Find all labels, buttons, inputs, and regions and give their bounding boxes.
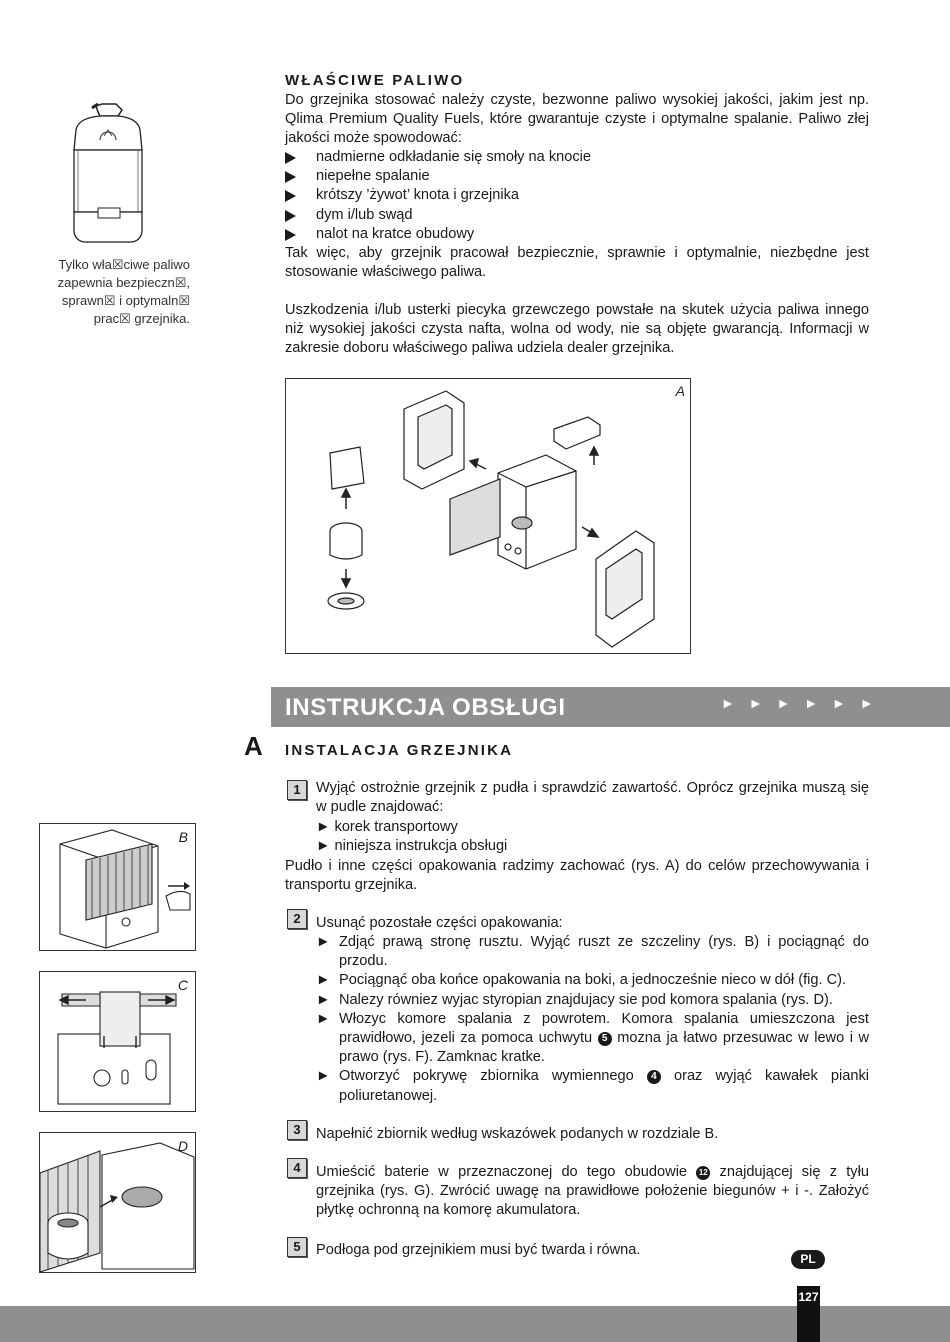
step-1-after: Pudło i inne części opakowania radzimy zachować (rys. A) do celów przechowywania i transportu grzejnika. [285, 858, 869, 894]
step-2-text: Usunąć pozostałe części opakowania: [316, 915, 563, 931]
step-1-text: Wyjąć ostrożnie grzejnik z pudła i sprawdzić zawartość. Oprócz grzejnika muszą się w pudle znajdować: [316, 780, 869, 816]
figure-d [39, 1132, 196, 1273]
language-code: PL [800, 1252, 816, 1266]
list-item: ► Zdjąć prawą stronę rusztu. Wyjąć ruszt ze szczeliny (rys. B) i pociągnąć do przodu. [316, 933, 869, 971]
bullet-arrow-icon: ► [316, 1010, 331, 1027]
part-number-badge: 5 [598, 1032, 612, 1046]
figure-b-label: B [178, 829, 188, 845]
bullet-arrow-icon: ► [316, 934, 331, 950]
bullet-arrow-icon [285, 171, 296, 183]
step-number-4: 4 [287, 1158, 307, 1178]
figure-c [39, 971, 196, 1112]
section-banner [271, 687, 950, 727]
figure-a [285, 378, 691, 654]
step-1-item: ► niniejsza instrukcja obsługi [316, 838, 508, 854]
step-number-2: 2 [287, 909, 307, 929]
language-badge [791, 1250, 825, 1269]
install-heading: INSTALACJA GRZEJNIKA [285, 742, 514, 759]
bullet-arrow-icon [285, 190, 296, 202]
fuel-caption: Tylko wła☒ciwe paliwo zapewnia bezpieczn☒, sprawn☒ i optymaln☒ prac☒ grzejnika. [57, 257, 190, 326]
bullet-arrow-icon [285, 152, 296, 164]
step-2-list [316, 933, 869, 1106]
bullet-arrow-icon: ► [316, 838, 331, 854]
fuel-after-text: Tak więc, aby grzejnik pracował bezpiecznie, sprawnie i optymalnie, niezbędne jest stosowanie właściwego paliwa. [285, 245, 869, 281]
fuel-heading: WŁAŚCIWE PALIWO [285, 72, 465, 89]
figure-c-label: C [177, 977, 188, 993]
step-1-item: ► korek transportowy [316, 819, 458, 835]
step-number-3: 3 [287, 1120, 307, 1140]
step-5-text: Podłoga pod grzejnikiem musi być twarda i równa. [316, 1242, 641, 1258]
banner-arrows: ► ► ► ► ► ► [721, 695, 879, 711]
step-number-5: 5 [287, 1237, 307, 1257]
figure-a-label: A [675, 383, 685, 399]
banner-title: INSTRUKCJA OBSŁUGI [285, 694, 566, 721]
part-number-badge: 12 [696, 1166, 710, 1180]
bullet-arrow-icon [285, 210, 296, 222]
bullet-arrow-icon [285, 229, 296, 241]
list-item: ► Włozyc komore spalania z powrotem. Komora spalania umieszczona jest prawidłowo, jezeli za pomoca uchwytu 5 mozna ja łatwo przesuwac w lewo i w prawo (rys. F). Zamknac kratke. [316, 1010, 869, 1068]
list-item: ► Pociągnąć oba końce opakowania na boki, a jednocześnie nieco w dół (fig. C). [316, 971, 869, 990]
section-letter-a: A [244, 731, 263, 761]
bullet-arrow-icon: ► [316, 991, 331, 1008]
list-item: ► Otworzyć pokrywę zbiornika wymiennego 4 oraz wyjąć kawałek pianki poliuretanowej. [316, 1067, 869, 1105]
combustion-chamber-drawing [40, 1133, 195, 1272]
list-item: niepełne spalanie [285, 167, 869, 186]
list-item: nalot na kratce obudowy [285, 225, 869, 244]
heater-exploded-drawing [286, 379, 690, 653]
step-3-text: Napełnić zbiornik według wskazówek podanych w rozdziale B. [316, 1126, 719, 1142]
step-4-text: Umieścić baterie w przeznaczonej do tego obudowie 12 znajdującej się z tyłu grzejnika (rys. G). Zwrócić uwagę na prawidłowe położenie biegunów + i -. Założyć płytkę ochronną na komorę akumulatora. [316, 1164, 869, 1219]
page-number: 127 [798, 1290, 819, 1304]
bullet-arrow-icon: ► [316, 1068, 331, 1085]
grille-removal-drawing [40, 824, 195, 950]
packaging-removal-drawing [40, 972, 195, 1111]
list-item: dym i/lub swąd [285, 206, 869, 225]
bullet-arrow-icon: ► [316, 972, 331, 989]
part-number-badge: 4 [647, 1070, 661, 1084]
list-item: krótszy ’żywot’ knota i grzejnika [285, 186, 869, 205]
figure-b [39, 823, 196, 951]
list-item: ► Nalezy równiez wyjac styropian znajdujacy sie pod komora spalania (rys. D). [316, 991, 869, 1010]
fuel-bullet-list [285, 148, 869, 244]
warranty-text: Uszkodzenia i/lub usterki piecyka grzewczego powstałe na skutek użycia paliwa innego niż wysokiej jakości czysta nafta, wolna od wody, nie są objęte gwarancją. Informacji w zakresie doboru właściwego paliwa udziela dealer grzejnika. [285, 302, 869, 357]
fuel-canister-illustration [60, 100, 155, 250]
step-number-1: 1 [287, 780, 307, 800]
figure-d-label: D [177, 1138, 188, 1154]
bullet-arrow-icon: ► [316, 819, 331, 835]
fuel-intro: Do grzejnika stosować należy czyste, bezwonne paliwo wysokiej jakości, jakim jest np. Qlima Premium Quality Fuels, które gwarantuje czyste i optymalne spalanie. Paliwo złej jakości może spowodować: [285, 92, 869, 147]
list-item: nadmierne odkładanie się smoły na knocie [285, 148, 869, 167]
